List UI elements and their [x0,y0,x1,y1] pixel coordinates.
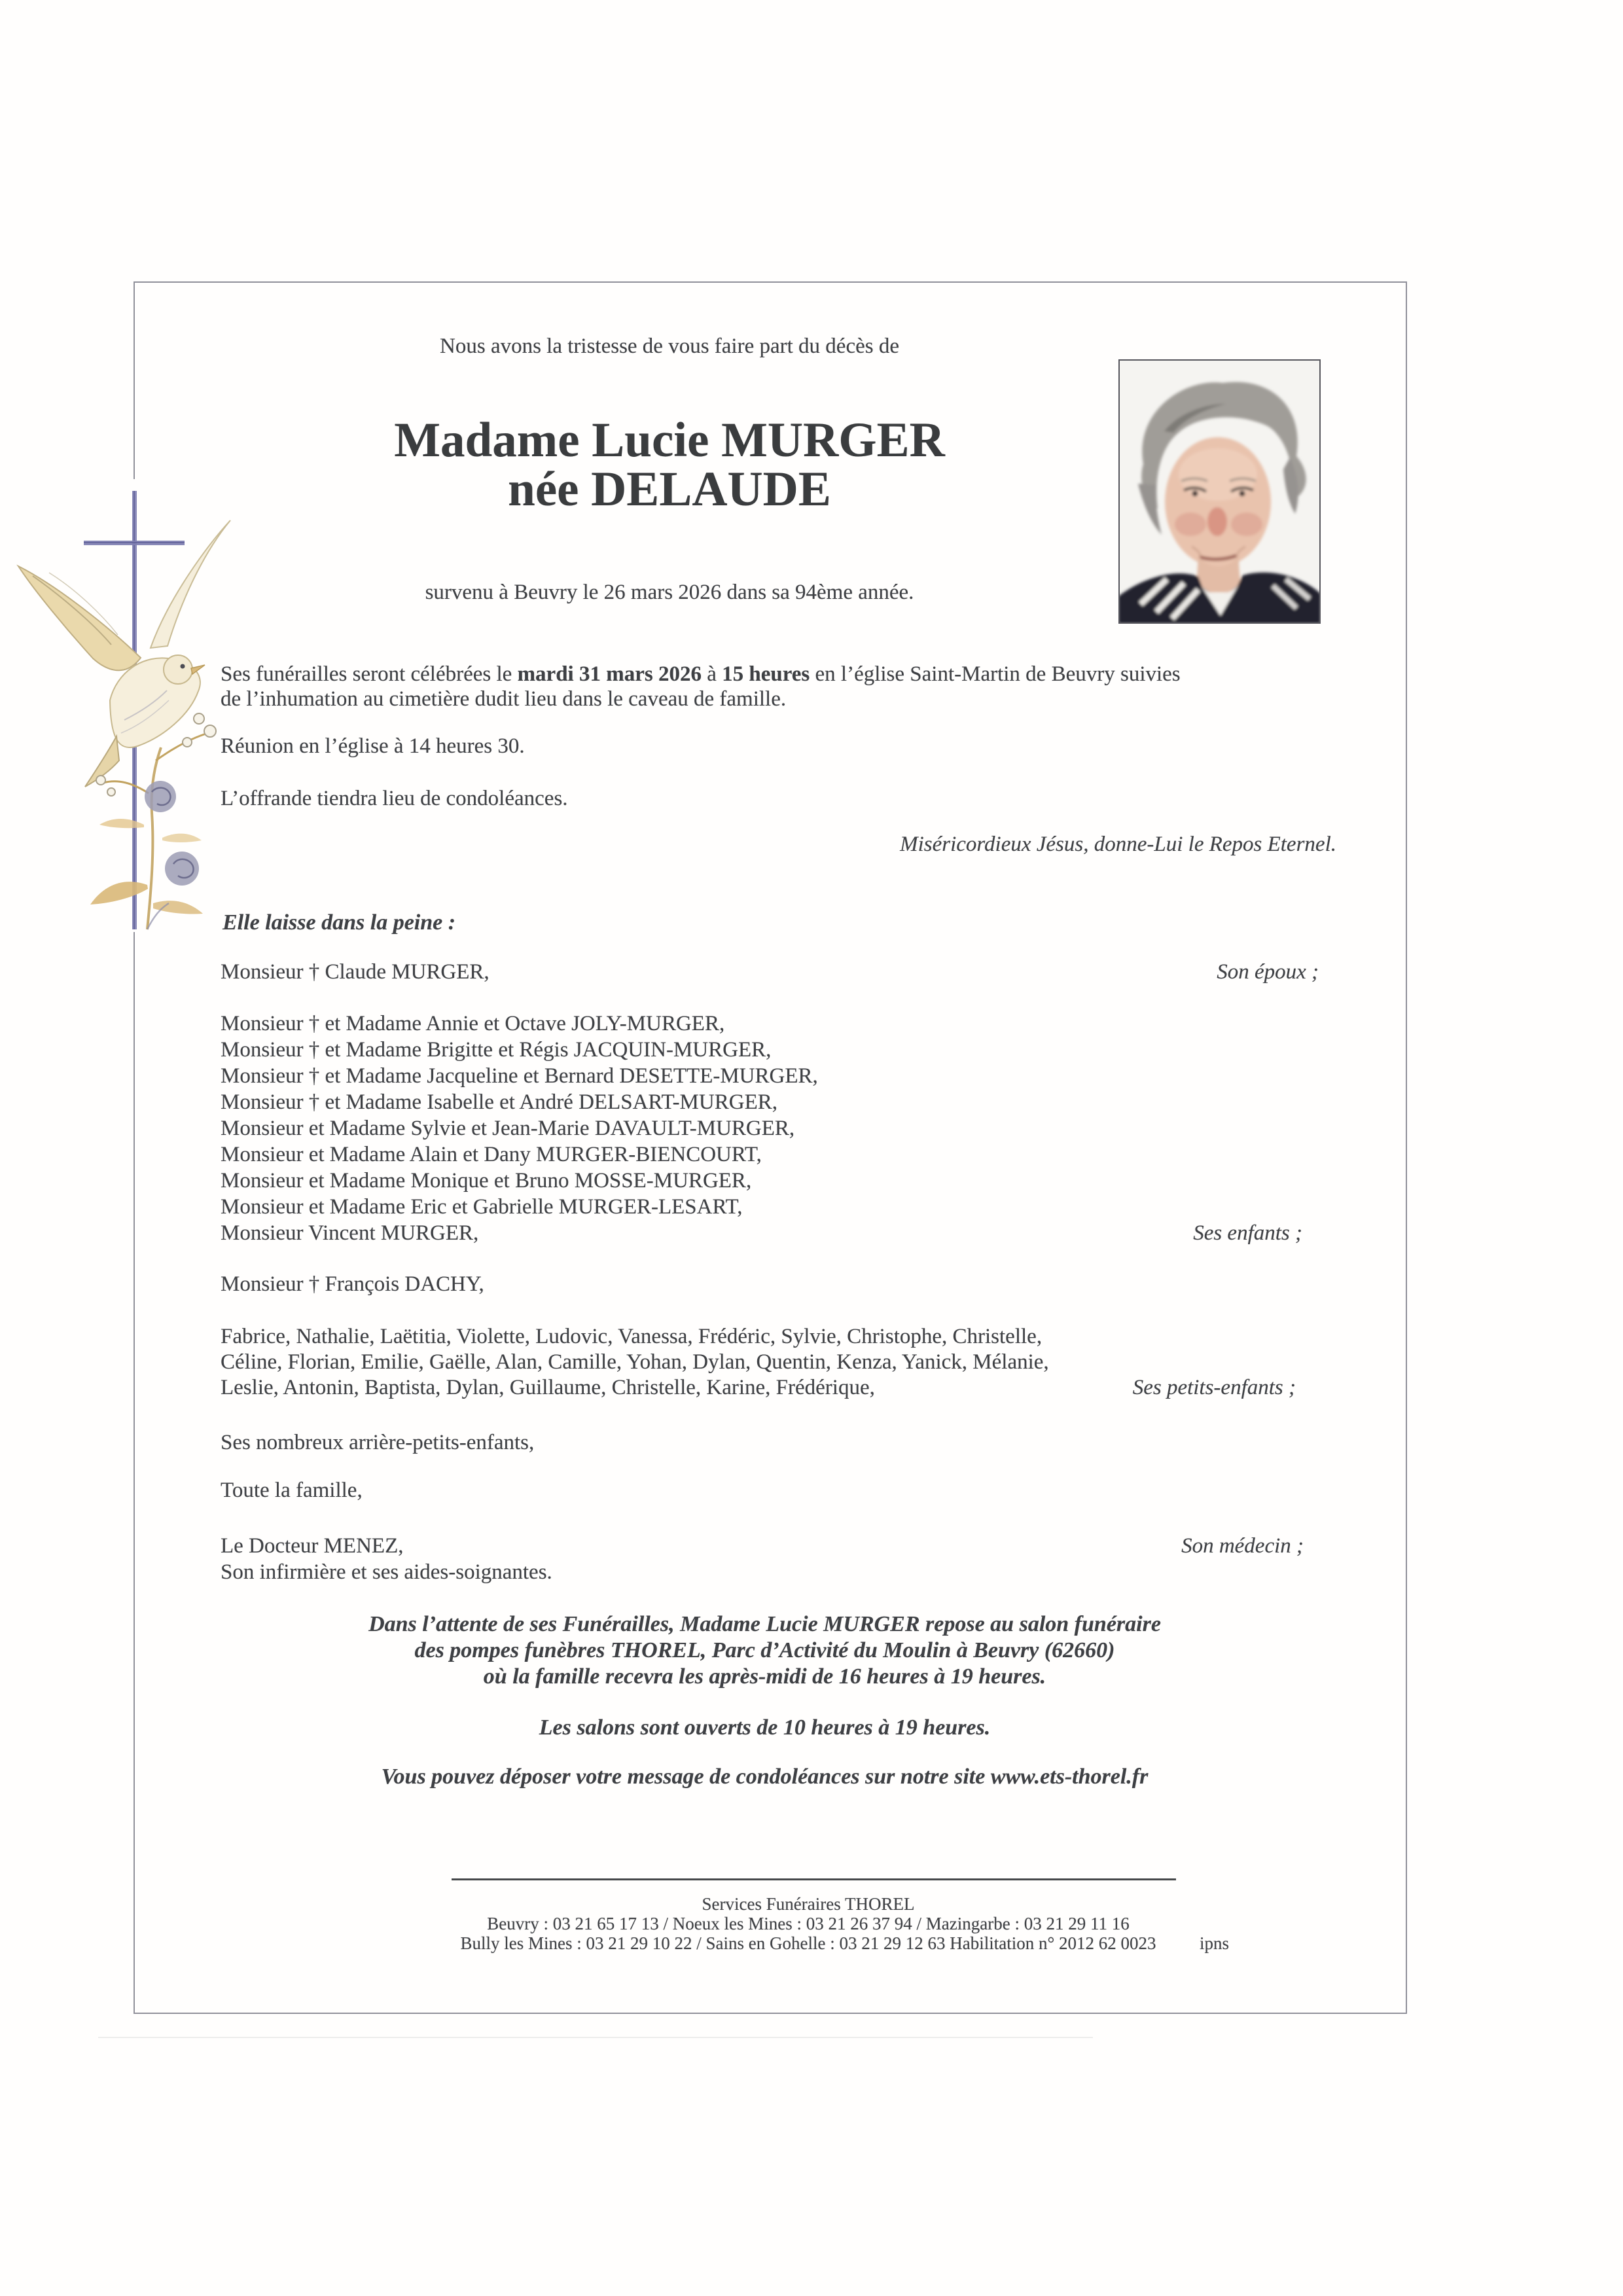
child-line: Monsieur et Madame Monique et Bruno MOSSE-MURGER, [221,1169,752,1193]
grandchild-line: Leslie, Antonin, Baptista, Dylan, Guillaume, Christelle, Karine, Frédérique, [221,1376,875,1399]
flowers-icon [90,713,216,929]
salons-line: Les salons sont ouverts de 10 heures à 19 heures. [539,1715,991,1740]
ipns-label: ipns [1200,1933,1230,1953]
scan-shadow-line [98,2037,1093,2038]
footer-phones-line2: Bully les Mines : 03 21 29 10 22 / Sains en Gohelle : 03 21 29 12 63 Habilitation n° 2012 62 0023 [460,1933,1156,1953]
spouse-label: Son époux ; [1217,960,1319,984]
grandchild-line: Fabrice, Nathalie, Laëtitia, Violette, Ludovic, Vanessa, Frédéric, Sylvie, Christophe, Christelle, [221,1325,1043,1348]
funeral-details-line1 [221,664,1181,685]
children-list [221,1011,818,1246]
great-grandchildren-line: Ses nombreux arrière-petits-enfants, [221,1431,535,1454]
cross-dove-flowers-illustration [13,484,236,942]
grandchildren-label: Ses petits-enfants ; [1132,1376,1296,1399]
condolences-line: Vous pouvez déposer votre message de condoléances sur notre site www.ets-thorel.fr [381,1765,1149,1789]
offrande-line: L’offrande tiendra lieu de condoléances. [221,787,568,810]
child-line: Monsieur Vincent MURGER, [221,1221,479,1245]
footer-phones-line1: Beuvry : 03 21 65 17 13 / Noeux les Mines : 03 21 26 37 94 / Mazingarbe : 03 21 29 11 16 [487,1914,1130,1933]
portrait-photo [1118,359,1321,624]
child-line: Monsieur † et Madame Jacqueline et Bernard DESETTE-MURGER, [221,1064,818,1088]
children-label: Ses enfants ; [1193,1221,1302,1245]
family-line: Toute la famille, [221,1479,363,1502]
grandchild-line: Céline, Florian, Emilie, Gaëlle, Alan, Camille, Yohan, Dylan, Quentin, Kenza, Yanick, Mélanie, [221,1350,1049,1374]
footer-company: Services Funéraires THOREL [702,1894,915,1914]
footer-divider [452,1878,1176,1880]
funeral-hour-bold: 15 heures [722,662,810,686]
child-line: Monsieur et Madame Sylvie et Jean-Marie DAVAULT-MURGER, [221,1117,795,1140]
intro-line: Nous avons la tristesse de vous faire part du décès de [440,334,899,358]
reunion-line: Réunion en l’église à 14 heures 30. [221,734,525,758]
prayer-line: Miséricordieux Jésus, donne-Lui le Repos Eternel. [900,833,1336,856]
funeral-seg: Ses funérailles seront célébrées le [221,662,518,686]
repose-block [221,1611,1309,1690]
repose-line2: des pompes funèbres THOREL, Parc d’Activité du Moulin à Beuvry (62660) [414,1638,1115,1662]
death-date-line: survenu à Beuvry le 26 mars 2026 dans sa 94ème année. [425,581,914,604]
doctor-label: Son médecin ; [1181,1534,1304,1558]
spouse-line: Monsieur † Claude MURGER, [221,960,490,984]
nurse-line: Son infirmière et ses aides-soignantes. [221,1560,552,1584]
family-heading: Elle laisse dans la peine : [223,910,456,935]
child-line: Monsieur † et Madame Annie et Octave JOLY-MURGER, [221,1012,725,1035]
funeral-date-bold: mardi 31 mars 2026 [517,662,702,686]
dachy-line: Monsieur † François DACHY, [221,1272,484,1296]
child-line: Monsieur et Madame Eric et Gabrielle MURGER-LESART, [221,1195,743,1219]
doctor-line: Le Docteur MENEZ, [221,1534,404,1558]
dove-icon [18,520,230,787]
deceased-name-title: Madame Lucie MURGER [394,413,945,467]
repose-line3: où la famille recevra les après-midi de 16 heures à 19 heures. [483,1664,1046,1689]
child-line: Monsieur † et Madame Brigitte et Régis JACQUIN-MURGER, [221,1038,772,1062]
child-line: Monsieur et Madame Alain et Dany MURGER-BIENCOURT, [221,1143,762,1166]
footer-block [255,1894,1361,1953]
maiden-name-title: née DELAUDE [508,462,831,516]
child-line: Monsieur † et Madame Isabelle et André DELSART-MURGER, [221,1090,777,1114]
repose-line1: Dans l’attente de ses Funérailles, Madame Lucie MURGER repose au salon funéraire [368,1612,1161,1636]
funeral-seg: à [701,662,722,686]
funeral-seg: en l’église Saint-Martin de Beuvry suivies [810,662,1181,686]
funeral-details-line2: de l’inhumation au cimetière dudit lieu dans le caveau de famille. [221,687,787,711]
